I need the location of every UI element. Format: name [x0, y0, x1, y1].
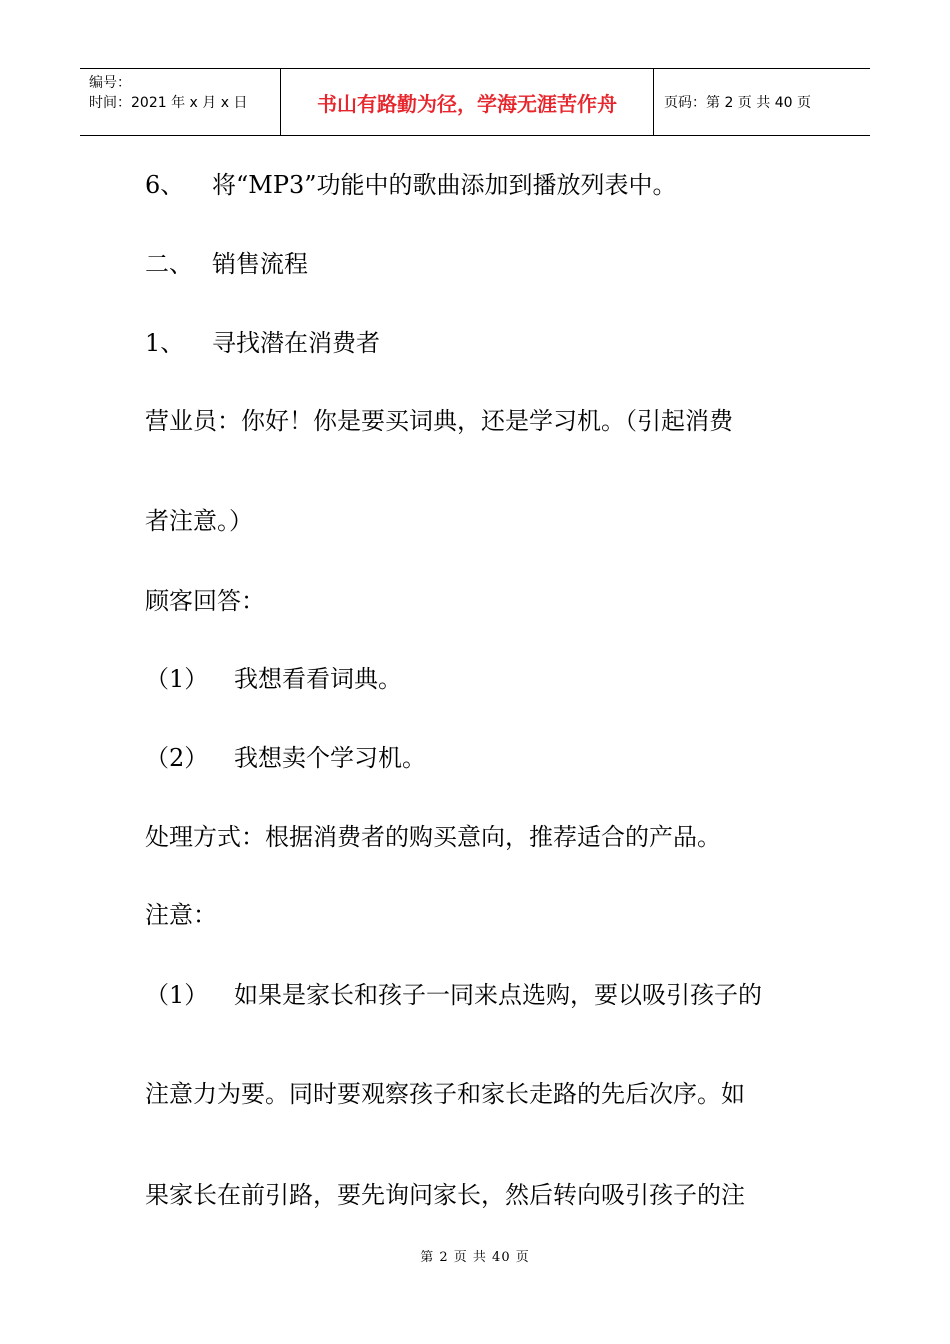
item-text: 我想看看词典。 [234, 665, 402, 693]
paragraph-line: 顾客回答： [145, 587, 265, 615]
header-motto: 书山有路勤为径，学海无涯苦作舟 [281, 69, 654, 135]
list-item-6 [145, 170, 677, 200]
paragraph-line: 营业员：你好！你是要买词典，还是学习机。（引起消费 [145, 407, 733, 435]
paragraph-line: 者注意。） [145, 507, 253, 535]
answer-item-1 [145, 664, 402, 694]
page-header [80, 68, 870, 136]
section-number: 二、 [145, 250, 193, 278]
item-text: 将“MP3”功能中的歌曲添加到播放列表中。 [212, 171, 677, 199]
paragraph-line: 注意力为要。同时要观察孩子和家长走路的先后次序。如 [145, 1080, 745, 1108]
item-number: （1） [145, 665, 209, 693]
section-title: 销售流程 [212, 250, 308, 278]
answer-item-2 [145, 743, 426, 773]
section-heading-sales-process [145, 249, 308, 279]
note-item-1 [145, 980, 762, 1010]
paragraph-line: 注意： [145, 901, 217, 929]
item-number: 1、 [145, 329, 185, 357]
item-text: 我想卖个学习机。 [234, 744, 426, 772]
item-text: 寻找潜在消费者 [212, 329, 380, 357]
serial-number-label: 编号： [89, 75, 131, 91]
date-label: 时间：2021 年 x 月 x 日 [89, 95, 248, 111]
subheading-find-customers [145, 328, 380, 358]
item-number: 6、 [145, 171, 185, 199]
paragraph-line: 果家长在前引路，要先询问家长，然后转向吸引孩子的注 [145, 1181, 745, 1209]
item-number: （1） [145, 981, 209, 1009]
item-text: 如果是家长和孩子一同来点选购，要以吸引孩子的 [234, 981, 762, 1009]
header-page-info: 页码：第 2 页 共 40 页 [664, 95, 811, 111]
page-footer: 第 2 页 共 40 页 [420, 1250, 530, 1265]
header-meta [80, 69, 281, 135]
paragraph-line: 处理方式：根据消费者的购买意向，推荐适合的产品。 [145, 823, 721, 851]
item-number: （2） [145, 744, 209, 772]
